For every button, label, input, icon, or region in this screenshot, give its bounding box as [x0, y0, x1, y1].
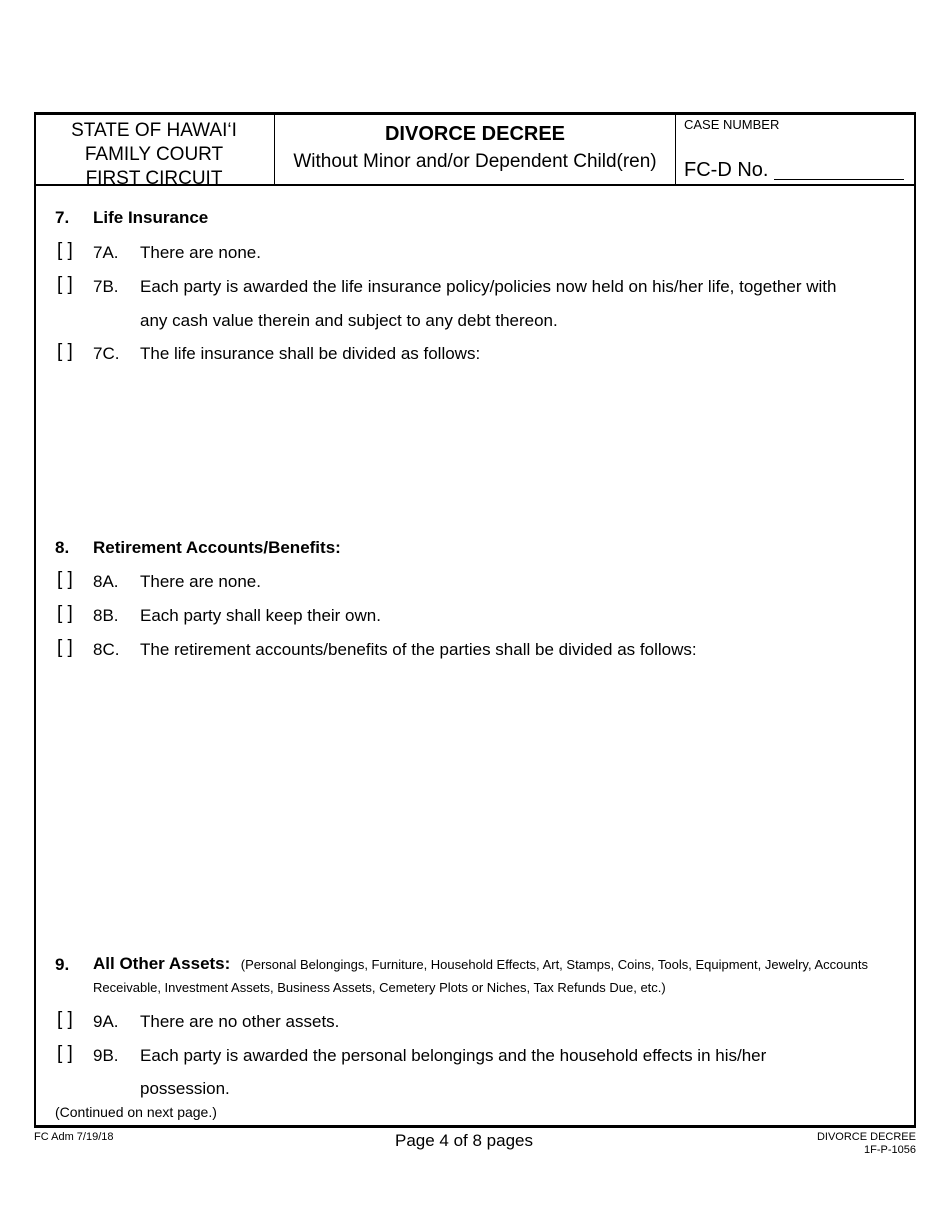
- item-9a-text: There are no other assets.: [140, 1012, 340, 1031]
- continued-note: (Continued on next page.): [55, 1104, 217, 1120]
- fcd-label: FC-D No.: [684, 159, 769, 181]
- checkbox-8c[interactable]: [ ]: [57, 637, 73, 658]
- checkbox-9b[interactable]: [ ]: [57, 1043, 73, 1064]
- section-8-title: Retirement Accounts/Benefits:: [93, 538, 341, 557]
- item-7b-text-cont: any cash value therein and subject to any debt thereon.: [140, 311, 558, 330]
- fcd-number-field[interactable]: [774, 179, 904, 180]
- item-7c-label: 7C.: [93, 344, 120, 363]
- item-7a-text: There are none.: [140, 243, 261, 262]
- title-block: [274, 112, 676, 184]
- item-9b-text-cont: possession.: [140, 1079, 230, 1098]
- footer-doc-code: 1F-P-1056: [864, 1144, 916, 1156]
- checkbox-7b[interactable]: [ ]: [57, 274, 73, 295]
- footer-doc-name: DIVORCE DECREE: [816, 1131, 916, 1143]
- checkbox-8a[interactable]: [ ]: [57, 569, 73, 590]
- section-7-number: 7.: [55, 208, 70, 227]
- item-9b-text: Each party is awarded the personal belongings and the household effects in his/her: [140, 1046, 767, 1065]
- page-number: Page 4 of 8 pages: [395, 1131, 534, 1150]
- case-number-block: [676, 112, 916, 184]
- section-9-note-cont: Receivable, Investment Assets, Business Assets, Cemetery Plots or Niches, Tax Refunds Due, etc.): [93, 980, 666, 995]
- footer-form-id: FC Adm 7/19/18: [34, 1131, 114, 1143]
- item-8a-label: 8A.: [93, 572, 119, 591]
- item-9b-label: 9B.: [93, 1046, 119, 1065]
- item-7b-text: Each party is awarded the life insurance policy/policies now held on his/her life, together with: [140, 277, 837, 296]
- item-7c-text: The life insurance shall be divided as follows:: [140, 344, 481, 363]
- court-name: FAMILY COURT: [84, 144, 224, 165]
- item-9a-label: 9A.: [93, 1012, 119, 1031]
- item-8a-text: There are none.: [140, 572, 261, 591]
- section-9-note: (Personal Belongings, Furniture, Household Effects, Art, Stamps, Coins, Tools, Equipment, Jewelry, Accounts: [240, 957, 868, 972]
- checkbox-8b[interactable]: [ ]: [57, 603, 73, 624]
- item-8b-text: Each party shall keep their own.: [140, 606, 381, 625]
- court-block: [34, 112, 274, 189]
- section-7-title: Life Insurance: [93, 208, 209, 227]
- section-9-number: 9.: [55, 955, 70, 974]
- section-9-title: All Other Assets:: [93, 954, 231, 973]
- item-8b-label: 8B.: [93, 606, 119, 625]
- item-7a-label: 7A.: [93, 243, 119, 262]
- section-8-number: 8.: [55, 538, 70, 557]
- checkbox-9a[interactable]: [ ]: [57, 1009, 73, 1030]
- document-title: DIVORCE DECREE: [384, 123, 566, 145]
- checkbox-7c[interactable]: [ ]: [57, 341, 73, 362]
- item-7b-label: 7B.: [93, 277, 119, 296]
- court-state: STATE OF HAWAI‘I: [71, 120, 237, 141]
- section-9-heading: [93, 954, 868, 974]
- item-8c-label: 8C.: [93, 640, 120, 659]
- checkbox-7a[interactable]: [ ]: [57, 240, 73, 261]
- court-circuit: FIRST CIRCUIT: [85, 168, 223, 189]
- document-subtitle: Without Minor and/or Dependent Child(ren): [293, 151, 657, 172]
- form-header: [34, 112, 916, 189]
- item-8c-text: The retirement accounts/benefits of the parties shall be divided as follows:: [140, 640, 697, 659]
- case-number-label: CASE NUMBER: [684, 117, 780, 132]
